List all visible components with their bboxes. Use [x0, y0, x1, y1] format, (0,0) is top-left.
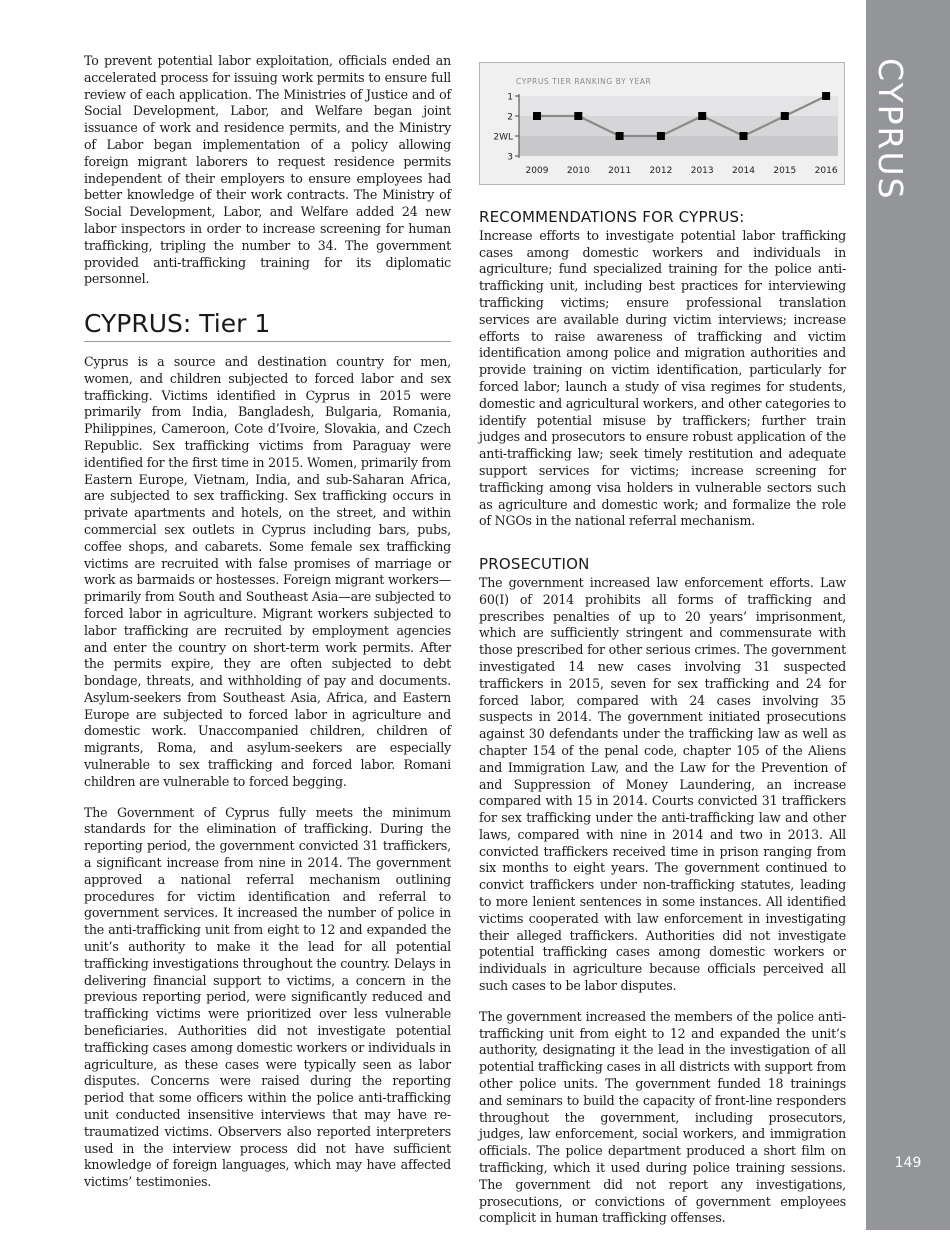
x-tick-label: 2014 — [732, 166, 755, 176]
page-number: 149 — [894, 1155, 922, 1171]
prosecution-paragraph: The government increased law enforcement efforts. Law 60(I) of 2014 prohibits all forms of trafficking and prescribes penalties of up to 20 years’ imprisonment, which are sufficiently stringent and commensurate with those prescribed for other serious crimes. The government investigated 14 new cases involving 31 suspected traffickers in 2015, seven for sex trafficking and 24 for forced labor, compared with 24 cases involving 35 suspects in 2014. The government initiated prosecutions against 30 defendants under the trafficking law as well as chapter 154 of the penal code, chapter 105 of the Aliens and Immigration Law, and the Law for the Prevention of and Suppression of Money Laundering, an increase compared with 15 in 2014. Courts convicted 31 traffickers for sex trafficking under the anti-trafficking law and other laws, compared with nine in 2014 and two in 2013. All convicted traffickers received time in prison ranging from six months to eight years. The government continued to convict traffickers under non-trafficking statutes, leading to more lenient sentences in some instances. All identified victims cooperated with law enforcement in investigating their alleged traffickers. Authorities did not investigate potential trafficking cases among domestic workers or individuals in agriculture because officials perceived all such cases to be labor disputes. — [479, 574, 846, 994]
tier-ranking-chart-svg — [480, 63, 846, 186]
y-tick-label: 3 — [507, 152, 513, 163]
prosecution-heading: PROSECUTION — [479, 555, 590, 574]
tier-ranking-chart — [479, 62, 845, 185]
country-profile-paragraph: Cyprus is a source and destination country for men, women, and children subjected to forced labor and sex trafficking. Victims identified in Cyprus in 2015 were primarily from India, Bangladesh, Bulgaria, Romania, Philippines, Cameroon, Cote d’Ivoire, Slovakia, and Czech Republic. Sex trafficking victims from Paraguay were identified for the first time in 2015. Women, primarily from Eastern Europe, Vietnam, India, and sub-Saharan Africa, are subjected to sex trafficking. Sex trafficking occurs in private apartments and hotels, on the street, and within commercial sex outlets in Cyprus including bars, pubs, coffee shops, and cabarets. Some female sex trafficking victims are recruited with false promises of marriage or work as barmaids or hostesses. Foreign migrant workers—primarily from South and Southeast Asia—are subjected to forced labor in agriculture. Migrant workers subjected to labor trafficking are recruited by employment agencies and enter the country on short-term work permits. After the permits expire, they are often subjected to debt bondage, threats, and withholding of pay and documents. Asylum-seekers from Southeast Asia, Africa, and Eastern Europe are subjected to forced labor in agriculture and domestic work. Unaccompanied children, children of migrants, Roma, and asylum-seekers are especially vulnerable to sex trafficking and forced labor. Romani children are vulnerable to forced begging. — [84, 353, 451, 789]
country-tier-heading: CYPRUS: Tier 1 — [84, 316, 451, 342]
intro-paragraph: To prevent potential labor exploitation, officials ended an accelerated process for issuing work permits to ensure full review of each application. The Ministries of Justice and of Social Development, Labor, and Welfare began joint issuance of work and residence permits, and the Ministry of Labor began implementation of a policy allowing foreign migrant laborers to request residence permits independent of their employers to ensure employees had better knowledge of their work contracts. The Ministry of Social Development, Labor, and Welfare added 24 new labor inspectors in order to increase screening for human trafficking, tripling the number to 34. The government provided anti-trafficking training for its diplomatic personnel. — [84, 53, 451, 287]
data-point-marker — [574, 112, 582, 120]
recommendations-paragraph: Increase efforts to investigate potential labor trafficking cases among domestic workers and individuals in agriculture; fund specialized training for the police anti-trafficking unit, including best practices for interviewing trafficking victims; ensure professional translation services are available during victim interviews; increase efforts to raise awareness of trafficking and victim identification among police and migration authorities and provide training on victim identification, particularly for forced labor; launch a study of visa regimes for students, domestic and agricultural workers, and other categories to identify potential misuse by traffickers; further train judges and prosecutors to ensure robust application of the anti-trafficking law; seek timely restitution and adequate support services for victims; increase screening for trafficking among visa holders in vulnerable sectors such as agriculture and domestic work; and formalize the role of NGOs in the national referral mechanism. — [479, 227, 846, 529]
x-tick-label: 2015 — [773, 166, 797, 176]
x-tick-label: 2013 — [690, 166, 714, 176]
data-point-marker — [616, 132, 624, 140]
data-point-marker — [657, 132, 665, 140]
data-point-marker — [740, 132, 748, 140]
x-tick-label: 2011 — [608, 166, 632, 176]
chart-title: CYPRUS TIER RANKING BY YEAR — [516, 77, 652, 86]
band-tier-2wl — [519, 136, 838, 156]
y-tick-label: 1 — [507, 92, 513, 103]
prosecution-paragraph-2: The government increased the members of the police anti-trafficking unit from eight to 12 and expanded the unit’s authority, designating it the lead in the investigation of all potential trafficking cases in all districts with support from other police units. The government funded 18 trainings and seminars to build the capacity of front-line responders throughout the government, including prosecutors, judges, law enforcement, social workers, and immigration officials. The police department produced a short film on trafficking, which it used during police training sessions. The government did not report any investigations, prosecutions, or convictions of government employees complicit in human trafficking offenses. — [479, 1008, 846, 1226]
data-point-marker — [781, 112, 789, 120]
y-tick-label: 2 — [507, 112, 513, 123]
data-point-marker — [822, 92, 830, 100]
y-tick-label: 2WL — [493, 132, 513, 143]
data-point-marker — [533, 112, 541, 120]
band-tier-2 — [519, 116, 838, 136]
recommendations-heading: RECOMMENDATIONS FOR CYPRUS: — [479, 208, 745, 226]
x-tick-label: 2012 — [649, 166, 673, 176]
government-assessment-paragraph: The Government of Cyprus fully meets the minimum standards for the elimination of trafficking. During the reporting period, the government convicted 31 traffickers, a significant increase from nine in 2014. The government approved a national referral mechanism outlining procedures for victim identification and referral to government services. It increased the number of police in the anti-trafficking unit from eight to 12 and expanded the unit’s authority to make it the lead for all potential trafficking investigations throughout the country. Delays in delivering financial support to victims, a concern in the previous reporting period, were significantly reduced and trafficking victims were prioritized over less vulnerable beneficiaries. Authorities did not investigate potential trafficking cases among domestic workers or individuals in agriculture, as these cases were typically seen as labor disputes. Concerns were raised during the reporting period that some officers within the police anti-trafficking unit conducted insensitive interviews that may have re-traumatized victims. Observers also reported interpreters used in the interview process did not have sufficient knowledge of foreign languages, which may have affected victims’ testimonies. — [84, 804, 451, 1190]
data-point-marker — [698, 112, 706, 120]
left-column — [84, 53, 451, 1205]
sidebar-country-title: CYPRUS — [871, 58, 910, 201]
country-sidebar — [866, 0, 950, 1230]
x-tick-label: 2016 — [814, 166, 838, 176]
right-column — [479, 209, 846, 1241]
x-tick-label: 2009 — [525, 166, 549, 176]
x-tick-label: 2010 — [566, 166, 590, 176]
